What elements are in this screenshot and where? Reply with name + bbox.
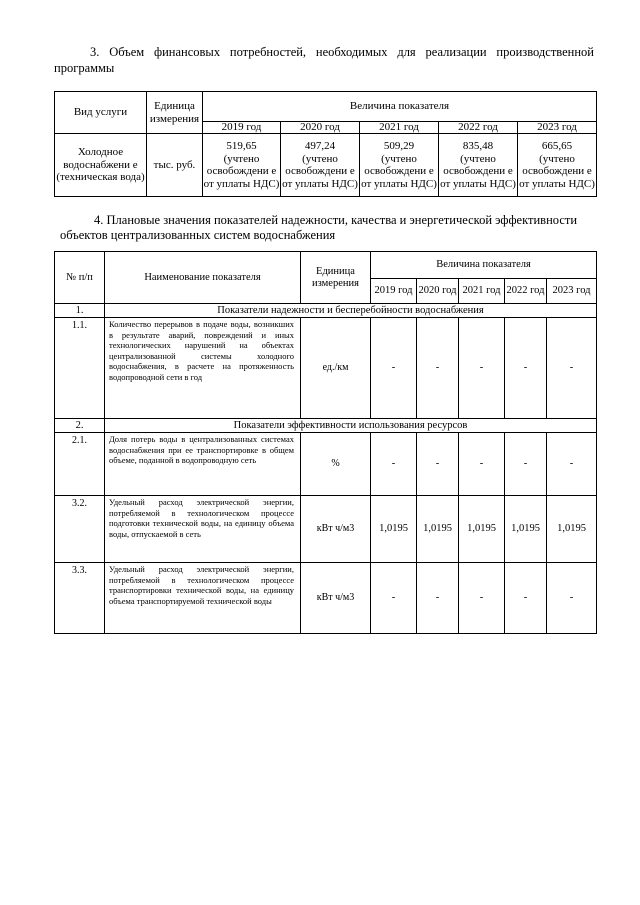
value-note: (учтено освобождени е от уплаты НДС): [519, 152, 595, 190]
row-name: Удельный расход электрической энергии, потребляемой в технологическом процессе транспортировки технической воды, на единицу объема транспортируемой технической воды: [105, 563, 301, 634]
row-value: -: [371, 563, 417, 634]
group-row: [55, 304, 597, 318]
row-num: 3.3.: [55, 563, 105, 634]
row-value: -: [505, 563, 547, 634]
row-unit: кВт ч/м3: [301, 563, 371, 634]
group-title: Показатели эффективности использования ресурсов: [105, 419, 597, 433]
value-cell: [360, 134, 439, 197]
row-value: 1,0195: [417, 496, 459, 563]
value-cell: [439, 134, 518, 197]
row-unit: ед./км: [301, 318, 371, 419]
header-year: 2019 год: [371, 279, 417, 304]
table-row: [55, 134, 597, 197]
header-value: Величина показателя: [203, 92, 597, 122]
row-value: -: [371, 433, 417, 496]
header-year: 2023 год: [547, 279, 597, 304]
row-value: 1,0195: [547, 496, 597, 563]
group-num: 2.: [55, 419, 105, 433]
row-num: 1.1.: [55, 318, 105, 419]
group-title: Показатели надежности и бесперебойности водоснабжения: [105, 304, 597, 318]
row-value: -: [547, 433, 597, 496]
header-year: 2023 год: [518, 122, 597, 134]
row-value: -: [547, 318, 597, 419]
value-amount: 509,29: [383, 140, 415, 152]
value-amount: 519,65: [226, 140, 257, 152]
unit-cell: тыс. руб.: [147, 134, 203, 197]
indicators-table: [54, 251, 597, 634]
row-value: -: [459, 433, 505, 496]
header-year: 2022 год: [439, 122, 518, 134]
row-value: -: [417, 433, 459, 496]
value-cell: [203, 134, 281, 197]
header-year: 2021 год: [459, 279, 505, 304]
header-year: 2020 год: [417, 279, 459, 304]
header-value: Величина показателя: [371, 252, 597, 279]
header-year: 2020 год: [281, 122, 360, 134]
header-unit: Единица измерения: [301, 252, 371, 304]
row-value: -: [459, 318, 505, 419]
value-amount: 665,65: [541, 140, 573, 152]
service-name: Холодное водоснабжени е (техническая вода): [55, 134, 147, 197]
table-row: [55, 433, 597, 496]
row-value: -: [505, 433, 547, 496]
row-value: -: [417, 318, 459, 419]
table-row: [55, 318, 597, 419]
financial-needs-table: [54, 91, 597, 197]
row-num: 2.1.: [55, 433, 105, 496]
table-row: [55, 563, 597, 634]
section-4-title: 4. Плановые значения показателей надежности, качества и энергетической эффективности объектов централизованных систем водоснабжения: [60, 213, 578, 242]
row-value: -: [371, 318, 417, 419]
row-unit: кВт ч/м3: [301, 496, 371, 563]
row-name: Количество перерывов в подаче воды, возникших в результате аварий, повреждений и иных технологических нарушений на объектах централизованной системы холодного водоснабжения, в расчете на протяженность водопроводной сети в год: [105, 318, 301, 419]
section-3-title: 3. Объем финансовых потребностей, необходимых для реализации производственной программы: [54, 45, 594, 75]
value-note: (учтено освобождени е от уплаты НДС): [361, 152, 437, 190]
row-value: -: [459, 563, 505, 634]
header-service: Вид услуги: [55, 92, 147, 134]
value-note: (учтено освобождени е от уплаты НДС): [203, 152, 280, 190]
header-year: 2022 год: [505, 279, 547, 304]
group-num: 1.: [55, 304, 105, 318]
row-value: -: [505, 318, 547, 419]
row-value: -: [417, 563, 459, 634]
row-value: -: [547, 563, 597, 634]
value-note: (учтено освобождени е от уплаты НДС): [282, 152, 358, 190]
value-cell: [518, 134, 597, 197]
row-value: 1,0195: [505, 496, 547, 563]
row-unit: %: [301, 433, 371, 496]
row-name: Удельный расход электрической энергии, потребляемой в технологическом процессе подготовки технической воды, на единицу объема воды, отпускаемой в сеть: [105, 496, 301, 563]
table-row: [55, 496, 597, 563]
row-name: Доля потерь воды в централизованных системах водоснабжения при ее транспортировке в общем объеме, поданной в водопроводную сеть: [105, 433, 301, 496]
header-name: Наименование показателя: [105, 252, 301, 304]
group-row: [55, 419, 597, 433]
row-value: 1,0195: [371, 496, 417, 563]
value-cell: [281, 134, 360, 197]
header-num: № п/п: [55, 252, 105, 304]
value-note: (учтено освобождени е от уплаты НДС): [440, 152, 516, 190]
header-unit: Единица измерения: [147, 92, 203, 134]
row-num: 3.2.: [55, 496, 105, 563]
value-amount: 497,24: [304, 140, 336, 152]
row-value: 1,0195: [459, 496, 505, 563]
header-year: 2019 год: [203, 122, 281, 134]
value-amount: 835,48: [462, 140, 494, 152]
header-year: 2021 год: [360, 122, 439, 134]
